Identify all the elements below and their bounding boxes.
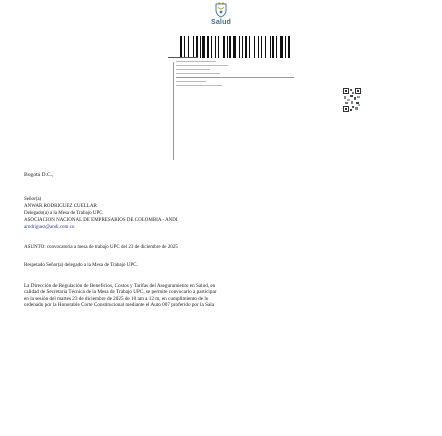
barcode-bar (276, 36, 277, 58)
salutation: Señor(a) (24, 197, 42, 202)
subject-line: ASUNTO: convocatoria a mesa de trabajo UPC del 23 de diciembre de 2025 (24, 245, 178, 250)
barcode-bar (270, 36, 271, 58)
barcode-bar (211, 36, 212, 58)
barcode-bar (193, 36, 194, 58)
barcode-bar (229, 36, 231, 58)
paragraph-line: La Dirección de Regulación de Beneficios, Costos y Tarifas del Aseguramiento en Salud, en (24, 283, 216, 289)
barcode-bar (239, 36, 240, 58)
barcode-bar (227, 36, 228, 58)
shield-logo-icon (214, 2, 228, 18)
barcode-bar (207, 36, 209, 58)
barcode-bar (245, 36, 247, 58)
barcode-bar (196, 36, 198, 58)
barcode-bar (288, 36, 290, 58)
organization: ASOCIACION NACIONAL DE EMPRESARIOS DE COLOMBIA - ANDI (24, 218, 178, 223)
paragraph-line: ordenado por la Honorable Corte Constitucional mediante el Auto 007 proferido por la Sala (24, 302, 215, 309)
barcode-bar (188, 36, 189, 58)
barcode-bar (233, 36, 236, 58)
barcode-rule (168, 57, 198, 58)
recipient-role: Delegado(a) a la Mesa de Trabajo UPC (24, 211, 103, 216)
barcode-bar (215, 36, 216, 58)
barcode-bar (218, 36, 219, 58)
recipient-name: ANWAR RODRIGUEZ CUELLAR (24, 204, 97, 209)
place-date: Bogotá D.C., (24, 172, 54, 178)
paragraph-line: en la sesión del martes 23 de diciembre de 2025 de 10 am a 12 m, en cumplimiento de lo (24, 295, 209, 302)
barcode (180, 36, 335, 58)
barcode-bar (280, 36, 283, 58)
stamp-lines (176, 61, 336, 89)
logo-text: Salud (210, 19, 232, 26)
barcode-bar (184, 36, 185, 58)
barcode-bar (258, 36, 259, 58)
barcode-bar (200, 36, 201, 58)
barcode-bar (202, 36, 205, 58)
barcode-bar (272, 36, 274, 58)
barcode-bar (285, 36, 286, 58)
barcode-bar (223, 36, 225, 58)
qr-code (343, 88, 361, 112)
barcode-bar (249, 36, 250, 58)
stamp-divider (173, 62, 174, 160)
barcode-bar (180, 36, 182, 58)
body-paragraph (24, 283, 424, 309)
barcode-bar (265, 36, 266, 58)
barcode-bar (242, 36, 243, 58)
paragraph-line: calidad de Secretaria Técnica de la Mesa de Trabajo UPC, se permite convocarlo a participar (24, 289, 217, 296)
greeting: Respetado Señor(a) delegado a la Mesa de Trabajo UPC. (24, 263, 138, 268)
barcode-bar (261, 36, 262, 58)
barcode-bar (254, 36, 255, 58)
ministry-logo (203, 2, 239, 26)
recipient-email[interactable]: arodriguez@andi.com.co (24, 225, 75, 230)
